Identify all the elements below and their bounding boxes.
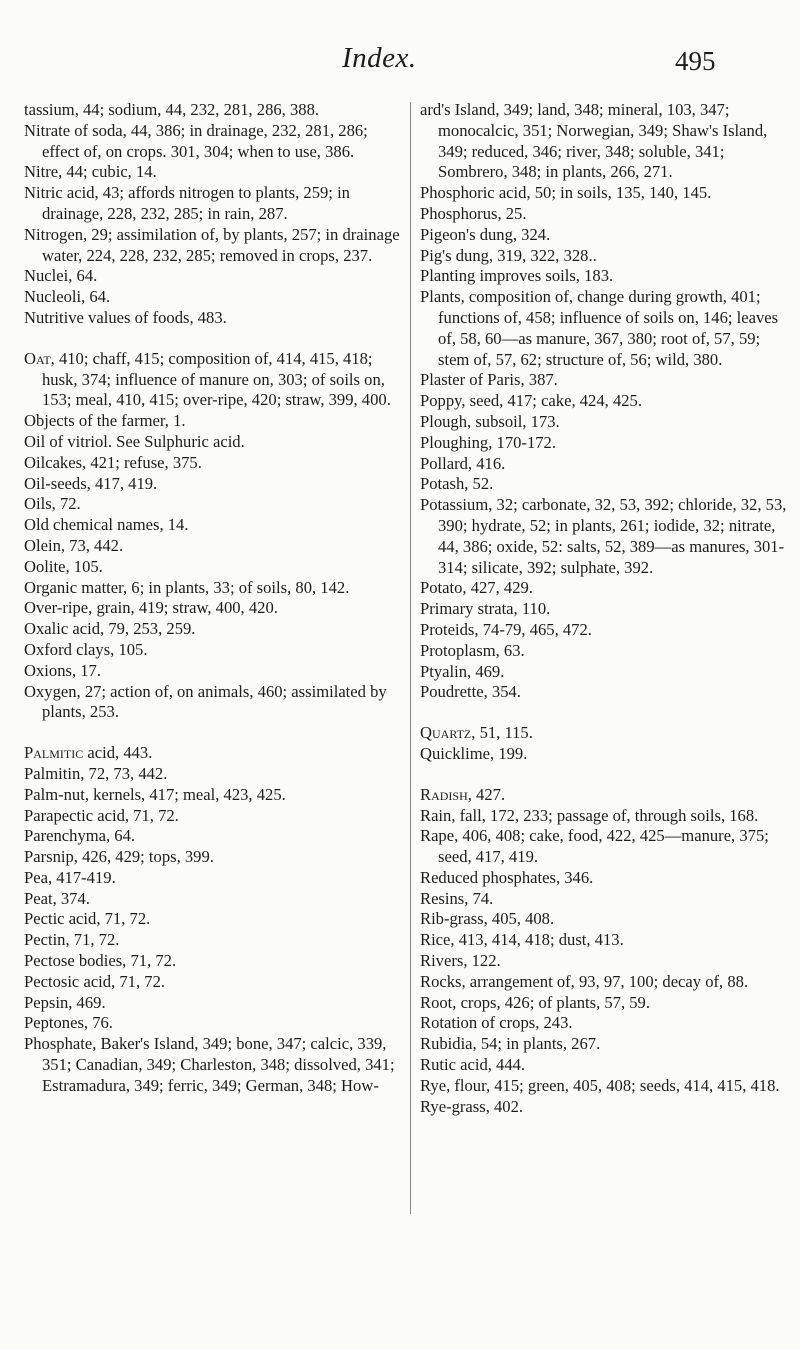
entry-text: Quicklime, 199. (420, 743, 528, 763)
index-entry (24, 826, 400, 847)
index-entry (420, 620, 792, 641)
index-entry (420, 412, 792, 433)
index-entry (24, 743, 400, 764)
index-entry (24, 162, 400, 183)
index-entry (420, 641, 792, 662)
index-entry (420, 287, 792, 370)
entry-text: Rocks, arrangement of, 93, 97, 100; decay of, 88. (420, 971, 749, 991)
index-entry (420, 266, 792, 287)
index-entry (24, 868, 400, 889)
index-entry (420, 993, 792, 1014)
page-title: Index. (342, 42, 417, 74)
entry-text: Rye-grass, 402. (420, 1096, 524, 1116)
index-entry (420, 246, 792, 267)
index-entry (420, 826, 792, 868)
entry-text: Nitrate of soda, 44, 386; in drainage, 232, 281, 286; effect of, on crops. 301, 304; when to use, 386. (24, 120, 368, 161)
entry-text: Pectin, 71, 72. (24, 930, 120, 950)
entry-text: Parenchyma, 64. (24, 826, 136, 846)
index-entry (24, 889, 400, 910)
index-entry (420, 578, 792, 599)
entry-lead: Palmitic (24, 743, 84, 763)
entry-text: Rape, 406, 408; cake, food, 422, 425—manure, 375; seed, 417, 419. (420, 826, 769, 867)
index-entry (24, 640, 400, 661)
entry-text: Objects of the farmer, 1. (24, 411, 186, 431)
entry-text: ard's Island, 349; land, 348; mineral, 103, 347; monocalcic, 351; Norwegian, 349; Shaw's Island, 349; reduced, 346; river, 348; soluble, 341; Sombrero, 348; in plants, 266, 271. (420, 100, 768, 182)
entry-text: Oil-seeds, 417, 419. (24, 473, 158, 493)
index-entry (420, 204, 792, 225)
entry-text: Phosphate, Baker's Island, 349; bone, 347; calcic, 339, 351; Canadian, 349; Charleston, 348; dissolved, 341; Estramadura, 349; ferric, 349; German, 348; How- (24, 1034, 395, 1095)
entry-text: Pepsin, 469. (24, 992, 106, 1012)
entry-text: Nitric acid, 43; affords nitrogen to plants, 259; in drainage, 228, 232, 285; in rain, 287. (24, 183, 350, 223)
entry-text: Potash, 52. (420, 474, 494, 494)
entry-text: Resins, 74. (420, 888, 494, 908)
entry-text: Olein, 73, 442. (24, 535, 124, 555)
entry-text: Rice, 413, 414, 418; dust, 413. (420, 930, 624, 950)
entry-text: Nitrogen, 29; assimilation of, by plants, 257; in drainage water, 224, 228, 232, 285; removed in crops, 237. (24, 224, 400, 265)
entry-text: Oxford clays, 105. (24, 639, 148, 659)
entry-text: Old chemical names, 14. (24, 515, 189, 535)
entry-lead: Quartz (420, 723, 472, 743)
entry-text: Rib-grass, 405, 408. (420, 909, 555, 929)
index-entry (24, 183, 400, 225)
index-entry (24, 1013, 400, 1034)
entry-text: Oxions, 17. (24, 660, 101, 680)
entry-text: Rivers, 122. (420, 951, 501, 971)
entry-text: Primary strata, 110. (420, 599, 551, 619)
entry-text: Plough, subsoil, 173. (420, 411, 560, 431)
index-entry (420, 1097, 792, 1118)
index-entry (420, 682, 792, 703)
index-entry (24, 474, 400, 495)
index-entry (24, 847, 400, 868)
index-entry (24, 494, 400, 515)
index-entry (420, 495, 792, 578)
index-entry (420, 806, 792, 827)
entry-text: Rotation of crops, 243. (420, 1013, 573, 1033)
index-entry (420, 1055, 792, 1076)
index-entry (420, 785, 792, 806)
entry-text: Nitre, 44; cubic, 14. (24, 162, 157, 182)
index-entry (420, 909, 792, 930)
entry-text: Proteids, 74-79, 465, 472. (420, 619, 592, 639)
entry-text: Pectosic acid, 71, 72. (24, 971, 166, 991)
index-entry (24, 266, 400, 287)
index-entry (420, 454, 792, 475)
entry-text: Ptyalin, 469. (420, 661, 505, 681)
entry-text: Pectic acid, 71, 72. (24, 909, 151, 929)
entry-text: tassium, 44; sodium, 44, 232, 281, 286, 388. (24, 100, 320, 119)
entry-text: Poudrette, 354. (420, 682, 521, 702)
index-entry (24, 225, 400, 267)
entry-text: Oolite, 105. (24, 556, 103, 576)
entry-text: Rutic acid, 444. (420, 1055, 526, 1075)
section-gap (24, 329, 400, 349)
index-entry (420, 433, 792, 454)
index-entry (420, 1013, 792, 1034)
index-entry (420, 183, 792, 204)
section-gap (420, 703, 792, 723)
index-entry (24, 287, 400, 308)
entry-text: Pectose bodies, 71, 72. (24, 951, 177, 971)
entry-text: Palmitin, 72, 73, 442. (24, 763, 168, 783)
index-entry (420, 1034, 792, 1055)
entry-text: Rye, flour, 415; green, 405, 408; seeds, 414, 415, 418. (420, 1075, 780, 1095)
entry-lead: Radish (420, 784, 468, 804)
entry-text: Phosphorus, 25. (420, 203, 527, 223)
entry-text: Rain, fall, 172, 233; passage of, through soils, 168. (420, 805, 759, 825)
entry-text: Peat, 374. (24, 888, 90, 908)
entry-text: Oxalic acid, 79, 253, 259. (24, 619, 196, 639)
index-entry (24, 785, 400, 806)
entry-text: Root, crops, 426; of plants, 57, 59. (420, 992, 650, 1012)
index-entry (420, 662, 792, 683)
index-entry (24, 930, 400, 951)
index-entry (24, 806, 400, 827)
entry-text: Over-ripe, grain, 419; straw, 400, 420. (24, 598, 278, 618)
index-entry (420, 889, 792, 910)
index-entry (24, 951, 400, 972)
index-entry (24, 515, 400, 536)
entry-text: , 410; chaff, 415; composition of, 414, 415, 418; husk, 374; influence of manure on, 303; of soils on, 153; meal, 410, 415; over-ripe, 420; straw, 399, 400. (42, 348, 391, 410)
index-entry (24, 598, 400, 619)
index-entry (24, 619, 400, 640)
entry-text: Organic matter, 6; in plants, 33; of soils, 80, 142. (24, 577, 350, 597)
index-entry (420, 1076, 792, 1097)
entry-text: Oxygen, 27; action of, on animals, 460; assimilated by plants, 253. (24, 681, 387, 722)
entry-text: Oil of vitriol. See Sulphuric acid. (24, 431, 245, 451)
index-entry (24, 993, 400, 1014)
entry-text: Reduced phosphates, 346. (420, 867, 594, 887)
index-entry (24, 349, 400, 411)
entry-text: Parsnip, 426, 429; tops, 399. (24, 847, 214, 867)
entry-text: Nucleoli, 64. (24, 287, 111, 307)
column-divider (410, 102, 411, 1214)
index-entry (420, 723, 792, 744)
index-entry (420, 744, 792, 765)
entry-text: Potassium, 32; carbonate, 32, 53, 392; chloride, 32, 53, 390; hydrate, 52; in plants, 261; iodide, 32; nitrate, 44, 386; oxide, 52: salts, 52, 389—as manures, 301-314; silicate, 392; sulphate, 392. (420, 495, 787, 577)
index-entry (24, 100, 400, 121)
page-header (0, 42, 800, 92)
index-entry (24, 578, 400, 599)
entry-text: Oilcakes, 421; refuse, 375. (24, 452, 202, 472)
index-entry (420, 972, 792, 993)
index-entry (420, 930, 792, 951)
entry-text: Ploughing, 170-172. (420, 432, 556, 452)
entry-text: Potato, 427, 429. (420, 578, 533, 598)
entry-text: Pigeon's dung, 324. (420, 224, 551, 244)
index-entry (24, 764, 400, 785)
index-entry (420, 100, 792, 183)
index-entry (420, 951, 792, 972)
index-entry (24, 536, 400, 557)
entry-text: Plants, composition of, change during growth, 401; functions of, 458; influence of soils on, 146; leaves of, 58, 60—as manure, 367, 380; root of, 57, 59; stem of, 57, 62; structure of, 56; wild, 380. (420, 287, 779, 369)
entry-lead: Oat (24, 348, 51, 368)
section-gap (24, 723, 400, 743)
index-entry (420, 370, 792, 391)
entry-text: Phosphoric acid, 50; in soils, 135, 140, 145. (420, 183, 712, 203)
index-entry (24, 308, 400, 329)
entry-text: Parapectic acid, 71, 72. (24, 805, 179, 825)
entry-text: Nuclei, 64. (24, 266, 98, 286)
index-column-right (420, 100, 792, 1117)
index-entry (24, 661, 400, 682)
index-entry (420, 474, 792, 495)
index-entry (420, 868, 792, 889)
entry-text: acid, 443. (83, 743, 153, 763)
entry-text: Oils, 72. (24, 494, 81, 514)
index-entry (24, 1034, 400, 1096)
index-entry (24, 909, 400, 930)
index-entry (24, 972, 400, 993)
entry-text: Pig's dung, 319, 322, 328.. (420, 245, 597, 265)
entry-text: Pollard, 416. (420, 453, 506, 473)
entry-text: , 427. (467, 784, 506, 804)
entry-text: Plaster of Paris, 387. (420, 370, 558, 390)
index-entry (24, 411, 400, 432)
page-number: 495 (675, 46, 716, 76)
entry-text: Poppy, seed, 417; cake, 424, 425. (420, 391, 642, 411)
index-entry (420, 391, 792, 412)
entry-text: Rubidia, 54; in plants, 267. (420, 1034, 601, 1054)
index-entry (24, 453, 400, 474)
entry-text: Peptones, 76. (24, 1013, 113, 1033)
index-entry (420, 599, 792, 620)
section-gap (420, 765, 792, 785)
entry-text: Planting improves soils, 183. (420, 266, 614, 286)
index-column-left (24, 100, 400, 1097)
index-entry (24, 557, 400, 578)
index-entry (24, 432, 400, 453)
entry-text: , 51, 115. (471, 723, 533, 743)
index-entry (24, 682, 400, 724)
index-entry (420, 225, 792, 246)
entry-text: Pea, 417-419. (24, 867, 116, 887)
index-entry (24, 121, 400, 163)
entry-text: Palm-nut, kernels, 417; meal, 423, 425. (24, 784, 286, 804)
entry-text: Nutritive values of foods, 483. (24, 307, 227, 327)
entry-text: Protoplasm, 63. (420, 640, 525, 660)
